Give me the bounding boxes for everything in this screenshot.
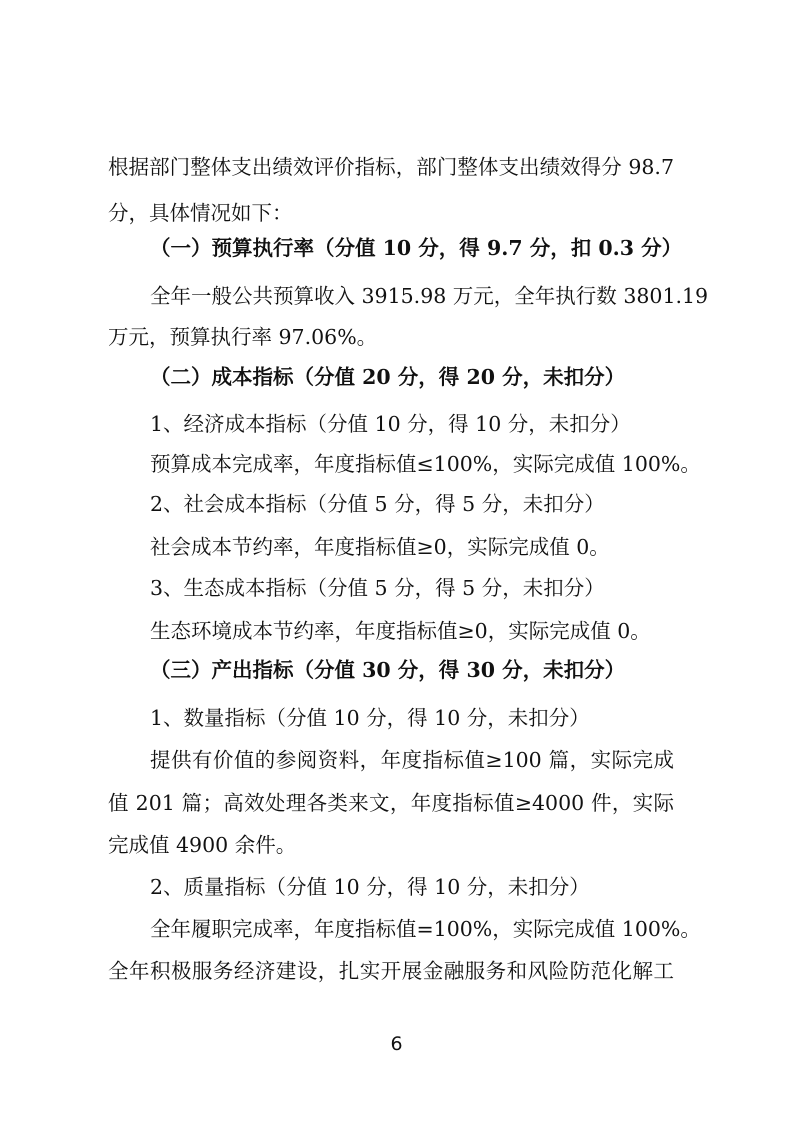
- paragraph-line: 生态环境成本节约率，年度指标值≥0，实际完成值 0。: [150, 619, 651, 643]
- paragraph-line: 万元，预算执行率 97.06%。: [108, 325, 378, 349]
- paragraph-line: 完成值 4900 余件。: [108, 833, 297, 857]
- paragraph-line: 社会成本节约率，年度指标值≥0，实际完成值 0。: [150, 535, 610, 559]
- subsection-heading: 2、社会成本指标（分值 5 分，得 5 分，未扣分）: [150, 492, 605, 516]
- subsection-heading: 2、质量指标（分值 10 分，得 10 分，未扣分）: [150, 875, 590, 899]
- subsection-heading: 3、生态成本指标（分值 5 分，得 5 分，未扣分）: [150, 576, 605, 600]
- paragraph-line: 全年一般公共预算收入 3915.98 万元，全年执行数 3801.19: [150, 284, 709, 308]
- section-heading: （一）预算执行率（分值 10 分，得 9.7 分，扣 0.3 分）: [150, 236, 683, 260]
- paragraph-line: 值 201 篇；高效处理各类来文，年度指标值≥4000 件，实际: [108, 791, 674, 815]
- paragraph-line: 根据部门整体支出绩效评价指标，部门整体支出绩效得分 98.7: [108, 155, 674, 179]
- section-heading: （三）产出指标（分值 30 分，得 30 分，未扣分）: [150, 658, 626, 682]
- page-number: 6: [390, 1033, 403, 1055]
- section-heading: （二）成本指标（分值 20 分，得 20 分，未扣分）: [150, 365, 626, 389]
- subsection-heading: 1、经济成本指标（分值 10 分，得 10 分，未扣分）: [150, 412, 631, 436]
- subsection-heading: 1、数量指标（分值 10 分，得 10 分，未扣分）: [150, 706, 590, 730]
- paragraph-line: 分，具体情况如下：: [108, 201, 293, 225]
- paragraph-line: 全年积极服务经济建设，扎实开展金融服务和风险防范化解工: [108, 959, 674, 983]
- paragraph-line: 全年履职完成率，年度指标值=100%，实际完成值 100%。: [150, 917, 701, 941]
- paragraph-line: 预算成本完成率，年度指标值≤100%，实际完成值 100%。: [150, 452, 701, 476]
- paragraph-line: 提供有价值的参阅资料，年度指标值≥100 篇，实际完成: [150, 748, 674, 772]
